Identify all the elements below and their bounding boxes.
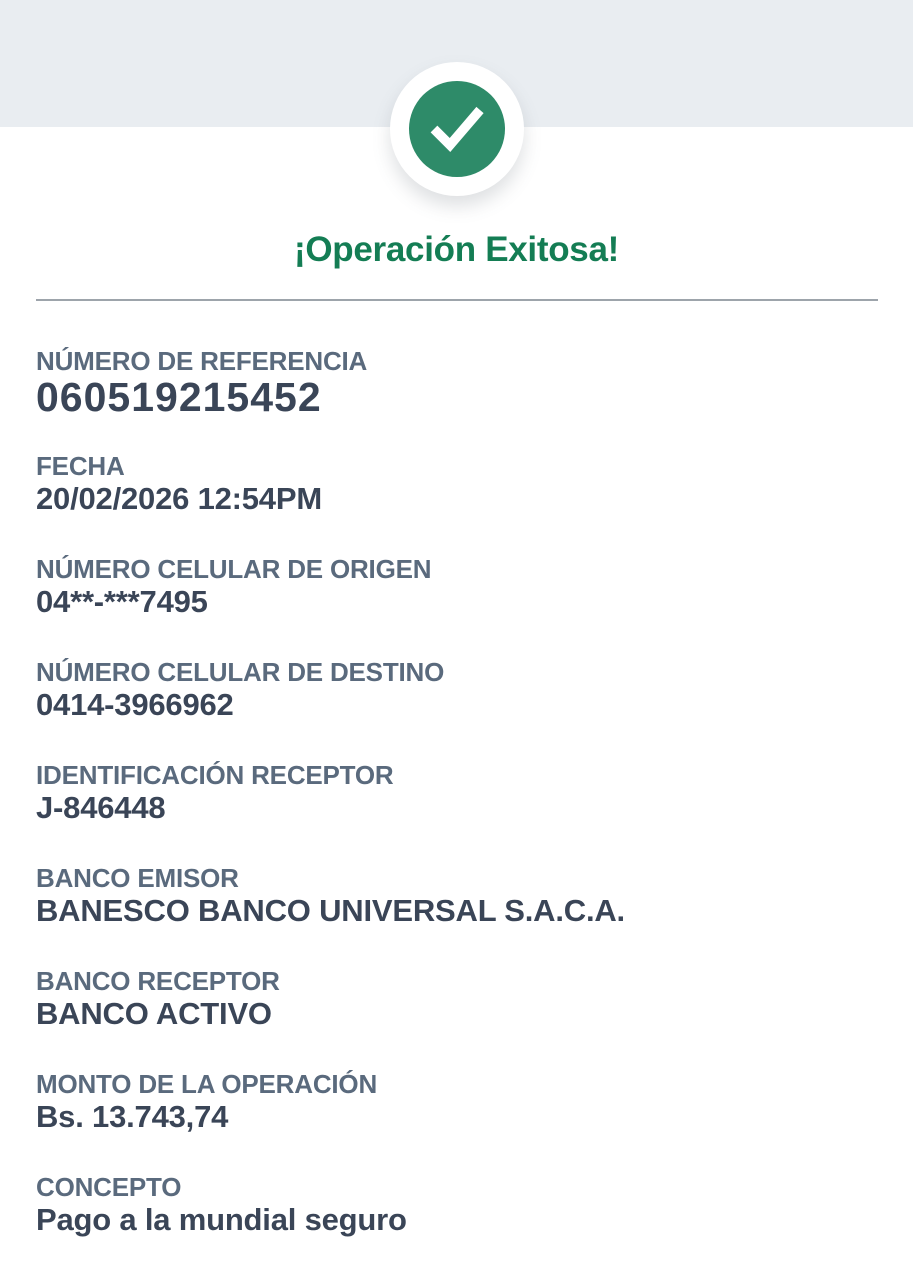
field-label: CONCEPTO [36, 1172, 182, 1202]
field-row [36, 966, 877, 1032]
field-row [36, 554, 877, 620]
field-label: IDENTIFICACIÓN RECEPTOR [36, 760, 394, 790]
field-row [36, 346, 877, 418]
field-label: MONTO DE LA OPERACIÓN [36, 1069, 378, 1099]
field-row [36, 760, 877, 826]
check-icon [409, 81, 505, 177]
field-value: Bs. 13.743,74 [36, 1099, 229, 1134]
field-label: FECHA [36, 451, 125, 481]
fields-list [0, 301, 913, 1238]
page-title: ¡Operación Exitosa! [294, 230, 619, 269]
field-value: BANESCO BANCO UNIVERSAL S.A.C.A. [36, 893, 625, 928]
field-value: BANCO ACTIVO [36, 996, 272, 1031]
success-badge [390, 62, 524, 196]
field-value: 060519215452 [36, 374, 322, 420]
field-label: BANCO RECEPTOR [36, 966, 280, 996]
field-label: NÚMERO CELULAR DE DESTINO [36, 657, 445, 687]
field-row [36, 1172, 877, 1238]
header-band [0, 0, 913, 127]
field-label: NÚMERO CELULAR DE ORIGEN [36, 554, 432, 584]
field-value: J-846448 [36, 790, 166, 825]
field-row [36, 657, 877, 723]
field-row [36, 863, 877, 929]
field-value: 20/02/2026 12:54PM [36, 481, 322, 516]
field-value: Pago a la mundial seguro [36, 1202, 407, 1237]
field-value: 04**-***7495 [36, 584, 208, 619]
field-row [36, 451, 877, 517]
field-label: NÚMERO DE REFERENCIA [36, 346, 368, 376]
check-circle [409, 81, 505, 177]
field-label: BANCO EMISOR [36, 863, 239, 893]
field-row [36, 1069, 877, 1135]
field-value: 0414-3966962 [36, 687, 234, 722]
